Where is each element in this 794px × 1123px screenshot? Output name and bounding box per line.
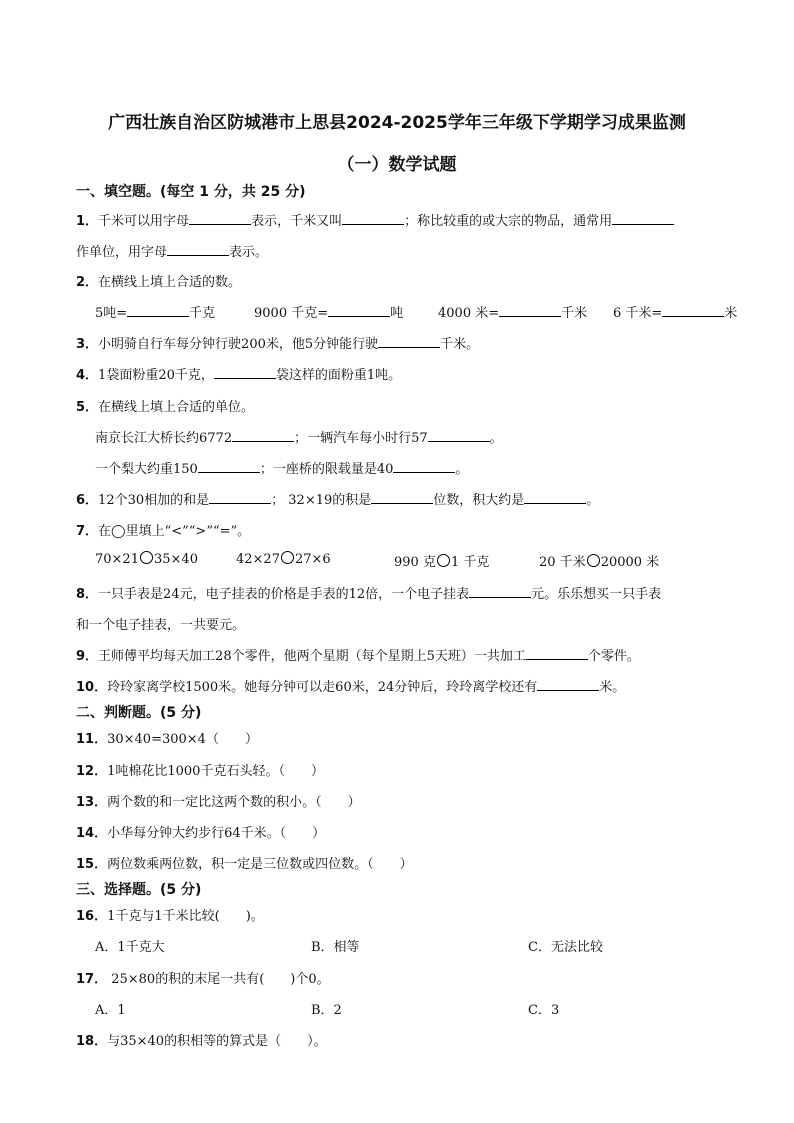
question-11 <box>76 728 258 747</box>
q2-text: 在横线上填上合适的数。 <box>98 275 242 290</box>
q6-text-b: ； 32×19的积是 <box>271 493 372 508</box>
q5-l1-a: 南京长江大桥长约6772 <box>95 431 233 446</box>
q4-blank[interactable] <box>214 367 276 379</box>
q6-blank-1[interactable] <box>209 492 271 504</box>
q5-blank-2[interactable] <box>428 430 490 442</box>
question-3 <box>76 333 479 352</box>
compare-circle-3[interactable] <box>437 554 450 567</box>
q2-item-4 <box>613 302 737 321</box>
q2-blank-2[interactable] <box>328 305 390 317</box>
q7-item-4 <box>539 551 659 570</box>
q8-text-d: 元。 <box>219 618 246 633</box>
q3-number: 3． <box>76 337 99 352</box>
question-13 <box>76 791 361 810</box>
question-8-line-1 <box>76 583 661 602</box>
q2-item-1 <box>95 302 215 321</box>
question-8-line-2 <box>76 614 245 633</box>
q5-text: 在横线上填上合适的单位。 <box>98 400 255 415</box>
question-5 <box>76 396 254 415</box>
q5-l2-a: 一个梨大约重150 <box>95 462 198 477</box>
question-1-line-2 <box>76 241 268 260</box>
q8-text-b: 元。乐乐想买一只手表 <box>531 587 662 602</box>
q14-text: 小华每分钟大约步行64千米。（ ） <box>107 826 326 841</box>
q1-blank-2[interactable] <box>342 213 404 225</box>
question-18 <box>76 1030 327 1049</box>
q1-blank-1[interactable] <box>189 213 251 225</box>
q5-line-1 <box>95 427 503 446</box>
q2-item-4-pre: 6 千米= <box>613 306 663 321</box>
q17-option-a[interactable]: A．1 <box>95 1003 126 1018</box>
q7-item-3-left: 990 克 <box>394 555 436 570</box>
q6-blank-2[interactable] <box>371 492 433 504</box>
question-10 <box>76 676 625 695</box>
q1-text-b: 表示，千米又叫 <box>251 214 343 229</box>
q6-blank-3[interactable] <box>524 492 586 504</box>
q5-blank-3[interactable] <box>198 461 260 473</box>
question-17 <box>76 968 330 987</box>
q3-text-b: 千米。 <box>440 337 480 352</box>
q7-item-2-right: 27×6 <box>294 552 331 567</box>
q18-number: 18． <box>76 1034 108 1049</box>
q7-item-2-left: 42×27 <box>236 552 280 567</box>
q12-number: 12． <box>76 764 108 779</box>
q5-blank-4[interactable] <box>393 461 455 473</box>
q2-item-3 <box>438 302 587 321</box>
section-1-heading: 一、填空题。(每空 1 分，共 25 分) <box>76 184 306 200</box>
q1-text-a: 千米可以用字母 <box>98 214 190 229</box>
question-1-line-1 <box>76 210 674 229</box>
q2-item-1-pre: 5吨= <box>95 306 128 321</box>
q2-item-1-post: 千克 <box>189 306 216 321</box>
q9-number: 9． <box>76 649 99 664</box>
q7-text: 在◯里填上“<”“>”“=”。 <box>98 524 251 539</box>
question-12 <box>76 760 324 779</box>
q1-text-d: 作单位，用字母 <box>76 245 168 260</box>
q2-item-2 <box>254 302 403 321</box>
q1-number: 1． <box>76 214 99 229</box>
q7-item-4-right: 20000 米 <box>600 555 660 570</box>
q8-blank-1[interactable] <box>469 586 531 598</box>
q2-number: 2． <box>76 275 99 290</box>
q4-text-a: 1袋面粉重20千克， <box>98 368 214 383</box>
section-3-heading: 三、选择题。(5 分) <box>76 882 202 898</box>
q7-item-3-right: 1 千克 <box>450 555 490 570</box>
q6-text-c: 位数，积大约是 <box>433 493 525 508</box>
q8-text-a: 一只手表是24元，电子挂表的价格是手表的12倍，一个电子挂表 <box>98 587 470 602</box>
q9-blank[interactable] <box>526 648 588 660</box>
q15-number: 15． <box>76 857 108 872</box>
q15-text: 两位数乘两位数，积一定是三位数或四位数。（ ） <box>107 857 413 872</box>
q2-item-2-pre: 9000 千克= <box>254 306 329 321</box>
q2-item-2-post: 吨 <box>390 306 404 321</box>
q17-option-b[interactable]: B．2 <box>311 1003 342 1018</box>
question-7 <box>76 520 250 539</box>
q7-item-1-left: 70×21 <box>95 552 139 567</box>
q16-option-b[interactable]: B．相等 <box>311 940 360 955</box>
q16-option-a[interactable]: A．1千克大 <box>95 940 165 955</box>
q6-text-d: 。 <box>586 493 600 508</box>
q16-option-c[interactable]: C．无法比较 <box>528 940 603 955</box>
q4-number: 4． <box>76 368 99 383</box>
q17-number: 17． <box>76 972 108 987</box>
q2-blank-3[interactable] <box>499 305 561 317</box>
q17-text: 25×80的积的末尾一共有( )个0。 <box>107 972 330 987</box>
q14-number: 14． <box>76 826 108 841</box>
q18-text: 与35×40的积相等的算式是（ ）。 <box>107 1034 327 1049</box>
q11-text: 30×40=300×4（ ） <box>107 732 258 747</box>
q4-text-b: 袋这样的面粉重1吨。 <box>275 368 402 383</box>
q12-text: 1吨棉花比1000千克石头轻。（ ） <box>107 764 324 779</box>
compare-circle-4[interactable] <box>587 554 600 567</box>
q1-text-e: 表示。 <box>229 245 269 260</box>
q9-text-b: 个零件。 <box>587 649 640 664</box>
section-2-heading: 二、判断题。(5 分) <box>76 705 202 721</box>
q10-number: 10． <box>76 680 108 695</box>
q5-l1-c: 。 <box>489 431 503 446</box>
compare-circle-2[interactable] <box>281 551 294 564</box>
q7-item-2 <box>236 551 331 567</box>
q1-blank-4[interactable] <box>167 244 229 256</box>
q17-option-c[interactable]: C．3 <box>528 1003 560 1018</box>
question-6 <box>76 489 599 508</box>
title-line-1: 广西壮族自治区防城港市上思县2024-2025学年三年级下学期学习成果监测 <box>108 113 686 133</box>
q1-blank-3[interactable] <box>612 213 674 225</box>
q11-number: 11． <box>76 732 108 747</box>
q6-number: 6． <box>76 493 99 508</box>
q5-number: 5． <box>76 400 99 415</box>
question-9 <box>76 645 640 664</box>
q7-item-1 <box>95 551 198 567</box>
q10-text-b: 米。 <box>599 680 626 695</box>
question-14 <box>76 822 325 841</box>
q3-text-a: 小明骑自行车每分钟行驶200米，他5分钟能行驶 <box>98 337 379 352</box>
q5-l2-b: ；一座桥的限载量是40 <box>259 462 394 477</box>
q9-text-a: 王师傅平均每天加工28个零件，他两个星期（每个星期上5天班）一共加工 <box>98 649 526 664</box>
question-15 <box>76 853 413 872</box>
question-16 <box>76 905 264 924</box>
q2-item-3-pre: 4000 米= <box>438 306 500 321</box>
q5-blank-1[interactable] <box>232 430 294 442</box>
q7-number: 7． <box>76 524 99 539</box>
q16-text: 1千克与1千米比较( )。 <box>107 909 264 924</box>
q5-l1-b: ；一辆汽车每小时行57 <box>294 431 428 446</box>
q3-blank[interactable] <box>378 336 440 348</box>
q2-item-3-post: 千米 <box>561 306 588 321</box>
q7-item-3 <box>394 551 489 570</box>
q13-text: 两个数的和一定比这两个数的积小。（ ） <box>107 795 361 810</box>
title-line-2: （一）数学试题 <box>337 155 457 175</box>
question-2 <box>76 271 241 290</box>
question-4 <box>76 364 401 383</box>
q13-number: 13． <box>76 795 108 810</box>
q16-number: 16． <box>76 909 108 924</box>
q2-item-4-post: 米 <box>724 306 738 321</box>
q6-text-a: 12个30相加的和是 <box>98 493 210 508</box>
q7-item-1-right: 35×40 <box>153 552 198 567</box>
compare-circle-1[interactable] <box>140 551 153 564</box>
q10-text-a: 玲玲家离学校1500米。她每分钟可以走60米，24分钟后，玲玲离学校还有 <box>107 680 538 695</box>
q5-line-2 <box>95 458 468 477</box>
q8-number: 8． <box>76 587 99 602</box>
q8-text-c: 和一个电子挂表，一共要 <box>76 618 220 633</box>
q7-item-4-left: 20 千米 <box>539 555 586 570</box>
q1-text-c: ；称比较重的或大宗的物品，通常用 <box>404 214 613 229</box>
q10-blank[interactable] <box>537 679 599 691</box>
q2-blank-4[interactable] <box>662 305 724 317</box>
q5-l2-c: 。 <box>455 462 469 477</box>
q2-blank-1[interactable] <box>127 305 189 317</box>
